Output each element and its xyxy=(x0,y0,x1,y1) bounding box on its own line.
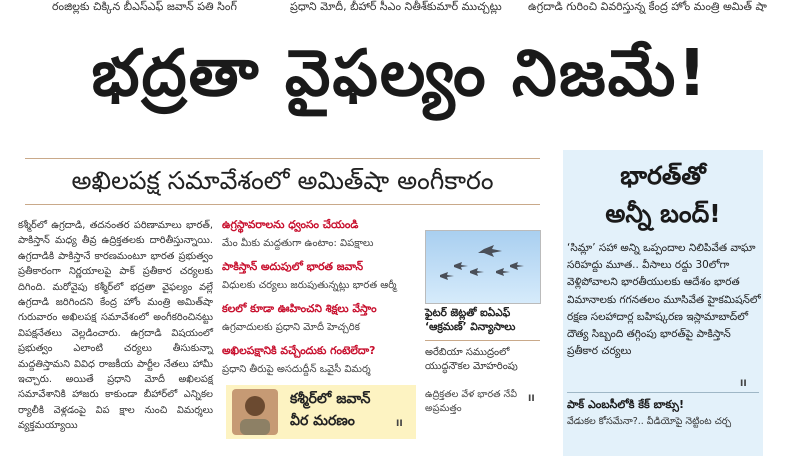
top-caption-center: ప్రధాని మోదీ, బీహార్ సీఎం నితీశ్‌కుమార్ ముచ్చట్లు xyxy=(290,0,502,13)
more-marker: II xyxy=(740,379,747,389)
jawan-news-box[interactable] xyxy=(226,385,416,439)
jets-illustration-icon xyxy=(426,231,540,303)
photo-caption-sub: అరేబియా సముద్రంలో యుద్ధనౌకల మోహరింపు xyxy=(425,347,518,372)
news-item-4-summary: ప్రధాని తీరుపై అసదుద్దీన్ ఒవైసీ విమర్శ xyxy=(222,364,371,375)
news-item-2-headline[interactable]: పాకిస్తాన్ అదుపులో భారత జవాన్ xyxy=(222,260,364,273)
jawan-title-line2: వీర మరణం xyxy=(290,413,355,429)
news-item-1-headline[interactable]: ఉగ్రస్థావరాలను ధ్వంసం చేయండి xyxy=(222,218,359,231)
more-marker: II xyxy=(528,394,535,404)
article-body: కశ్మీర్‌లో ఉగ్రదాడి, తదనంతర పరిణామాలు భారత్, పాకిస్తాన్ మధ్య తీవ్ర ఉద్రిక్తతలకు దారితీస్తున్నాయి. ఉగ్రదాడికి పాకిస్తానే కారణమంటూ భారత ప్రభుత్వం ప్రతీకారంగా నిర్ణయాలపై పాక్ ప్రతీకార చర్యలకు దిగింది. మరోవైపు కశ్మీర్‌లో భద్రతా వైఫల్యం వల్లే ఉగ్రదాడి జరిగిందని కేంద్ర హోం మంత్రి అమిత్‌షా గురువారం అఖిలపక్ష సమావేశంలో అంగీకరించినట్టు విపక్షనేతలు వెల్లడించారు. ఉగ్రదాడి విషయంలో ప్రభుత్వం ఎలాంటి చర్యలు తీసుకున్నా మద్దతిస్తామని వివిధ రాజకీయ పార్టీల నేతలు హామీ ఇచ్చారు. అయితే ప్రధాని మోదీ అఖిలపక్ష సమావేశానికి హాజరు కాకుండా బీహార్‌లో ఎన్నికల ర్యాలీకి వెళ్లడంపై విప క్షాల నుంచి విమర్శలు వ్యక్తమయ్యాయి xyxy=(18,220,213,432)
sidebar-body: ‘సిమ్లా’ సహా అన్ని ఒప్పందాల నిలిపివేత వాఘా సరిహద్దు మూత.. వీసాలు రద్దు 30లోగా వెళ్లిపోవాలని భారతీయులకు ఆదేశం భారత విమానాలకు గగనతలం మూసివేత హైకమిషన్‌లో రక్షణ సలహాదార్ల బహిష్కరణ ఇస్లామాబాద్‌లో దౌత్య సిబ్బంది తగ్గింపు భారత్‌పై పాకిస్తాన్ ప్రతీకార చర్యలు xyxy=(567,242,761,358)
sidebar-item2-title[interactable]: పాక్ ఎంబసీలోకి కేక్ బాక్సు! xyxy=(567,398,685,411)
sidebar-item2-sub: వేడుకల కోసమేనా?.. వీడియోపై నెట్టింట చర్చ xyxy=(567,416,732,427)
news-item-3-summary: ఉగ్రవాదులకు ప్రధాని మోదీ హెచ్చరిక xyxy=(222,322,360,333)
subheadline: అఖిలపక్ష సమావేశంలో అమిత్‌షా అంగీకారం xyxy=(71,166,494,195)
jawan-photo xyxy=(232,389,278,435)
photo-caption-title[interactable]: ఫైటర్ జెట్లతో ఐఏఎఫ్ ‘ఆక్రమణ్’ విన్యాసాలు xyxy=(425,307,516,333)
photo-caption-sub2: ఉద్రిక్తతల వేళ భారత నేవీ అప్రమత్తం xyxy=(425,389,517,414)
news-item-3-headline[interactable]: కలలో కూడా ఊహించని శిక్షలు వేస్తాం xyxy=(222,302,377,315)
sidebar-title-line1: భారత్‌తో xyxy=(620,161,706,190)
main-headline: భద్రతా వైఫల్యం నిజమే! xyxy=(91,37,709,111)
top-caption-right: ఉగ్రదాడి గురించి వివరిస్తున్న కేంద్ర హోం మంత్రి అమిత్ షా xyxy=(528,0,767,13)
news-item-2-summary: విధులకు చర్యలు జరుపుతున్నట్లు భారత ఆర్మీ xyxy=(222,280,397,291)
divider xyxy=(25,204,540,205)
more-marker: II xyxy=(396,419,403,429)
sidebar-title-line2: అన్నీ బంద్! xyxy=(605,199,721,228)
fighter-jets-photo xyxy=(425,230,541,304)
news-item-4-headline[interactable]: అఖిలపక్షానికి వచ్చేందుకు గంటెలేదా? xyxy=(222,344,376,357)
top-caption-left: రంజిల్లకు చిక్కిన బీఎస్‌ఎఫ్ జవాన్ పతి సింగ్ xyxy=(52,0,237,13)
divider xyxy=(425,340,540,341)
jawan-title-line1: కశ్మీర్‌లో జవాన్ xyxy=(290,391,371,407)
divider xyxy=(567,392,759,393)
divider xyxy=(25,158,540,159)
news-item-1-summary: మేం మీకు మద్దతుగా ఉంటాం: విపక్షాలు xyxy=(222,238,374,249)
person-icon xyxy=(232,389,278,435)
top-strip xyxy=(0,0,800,16)
